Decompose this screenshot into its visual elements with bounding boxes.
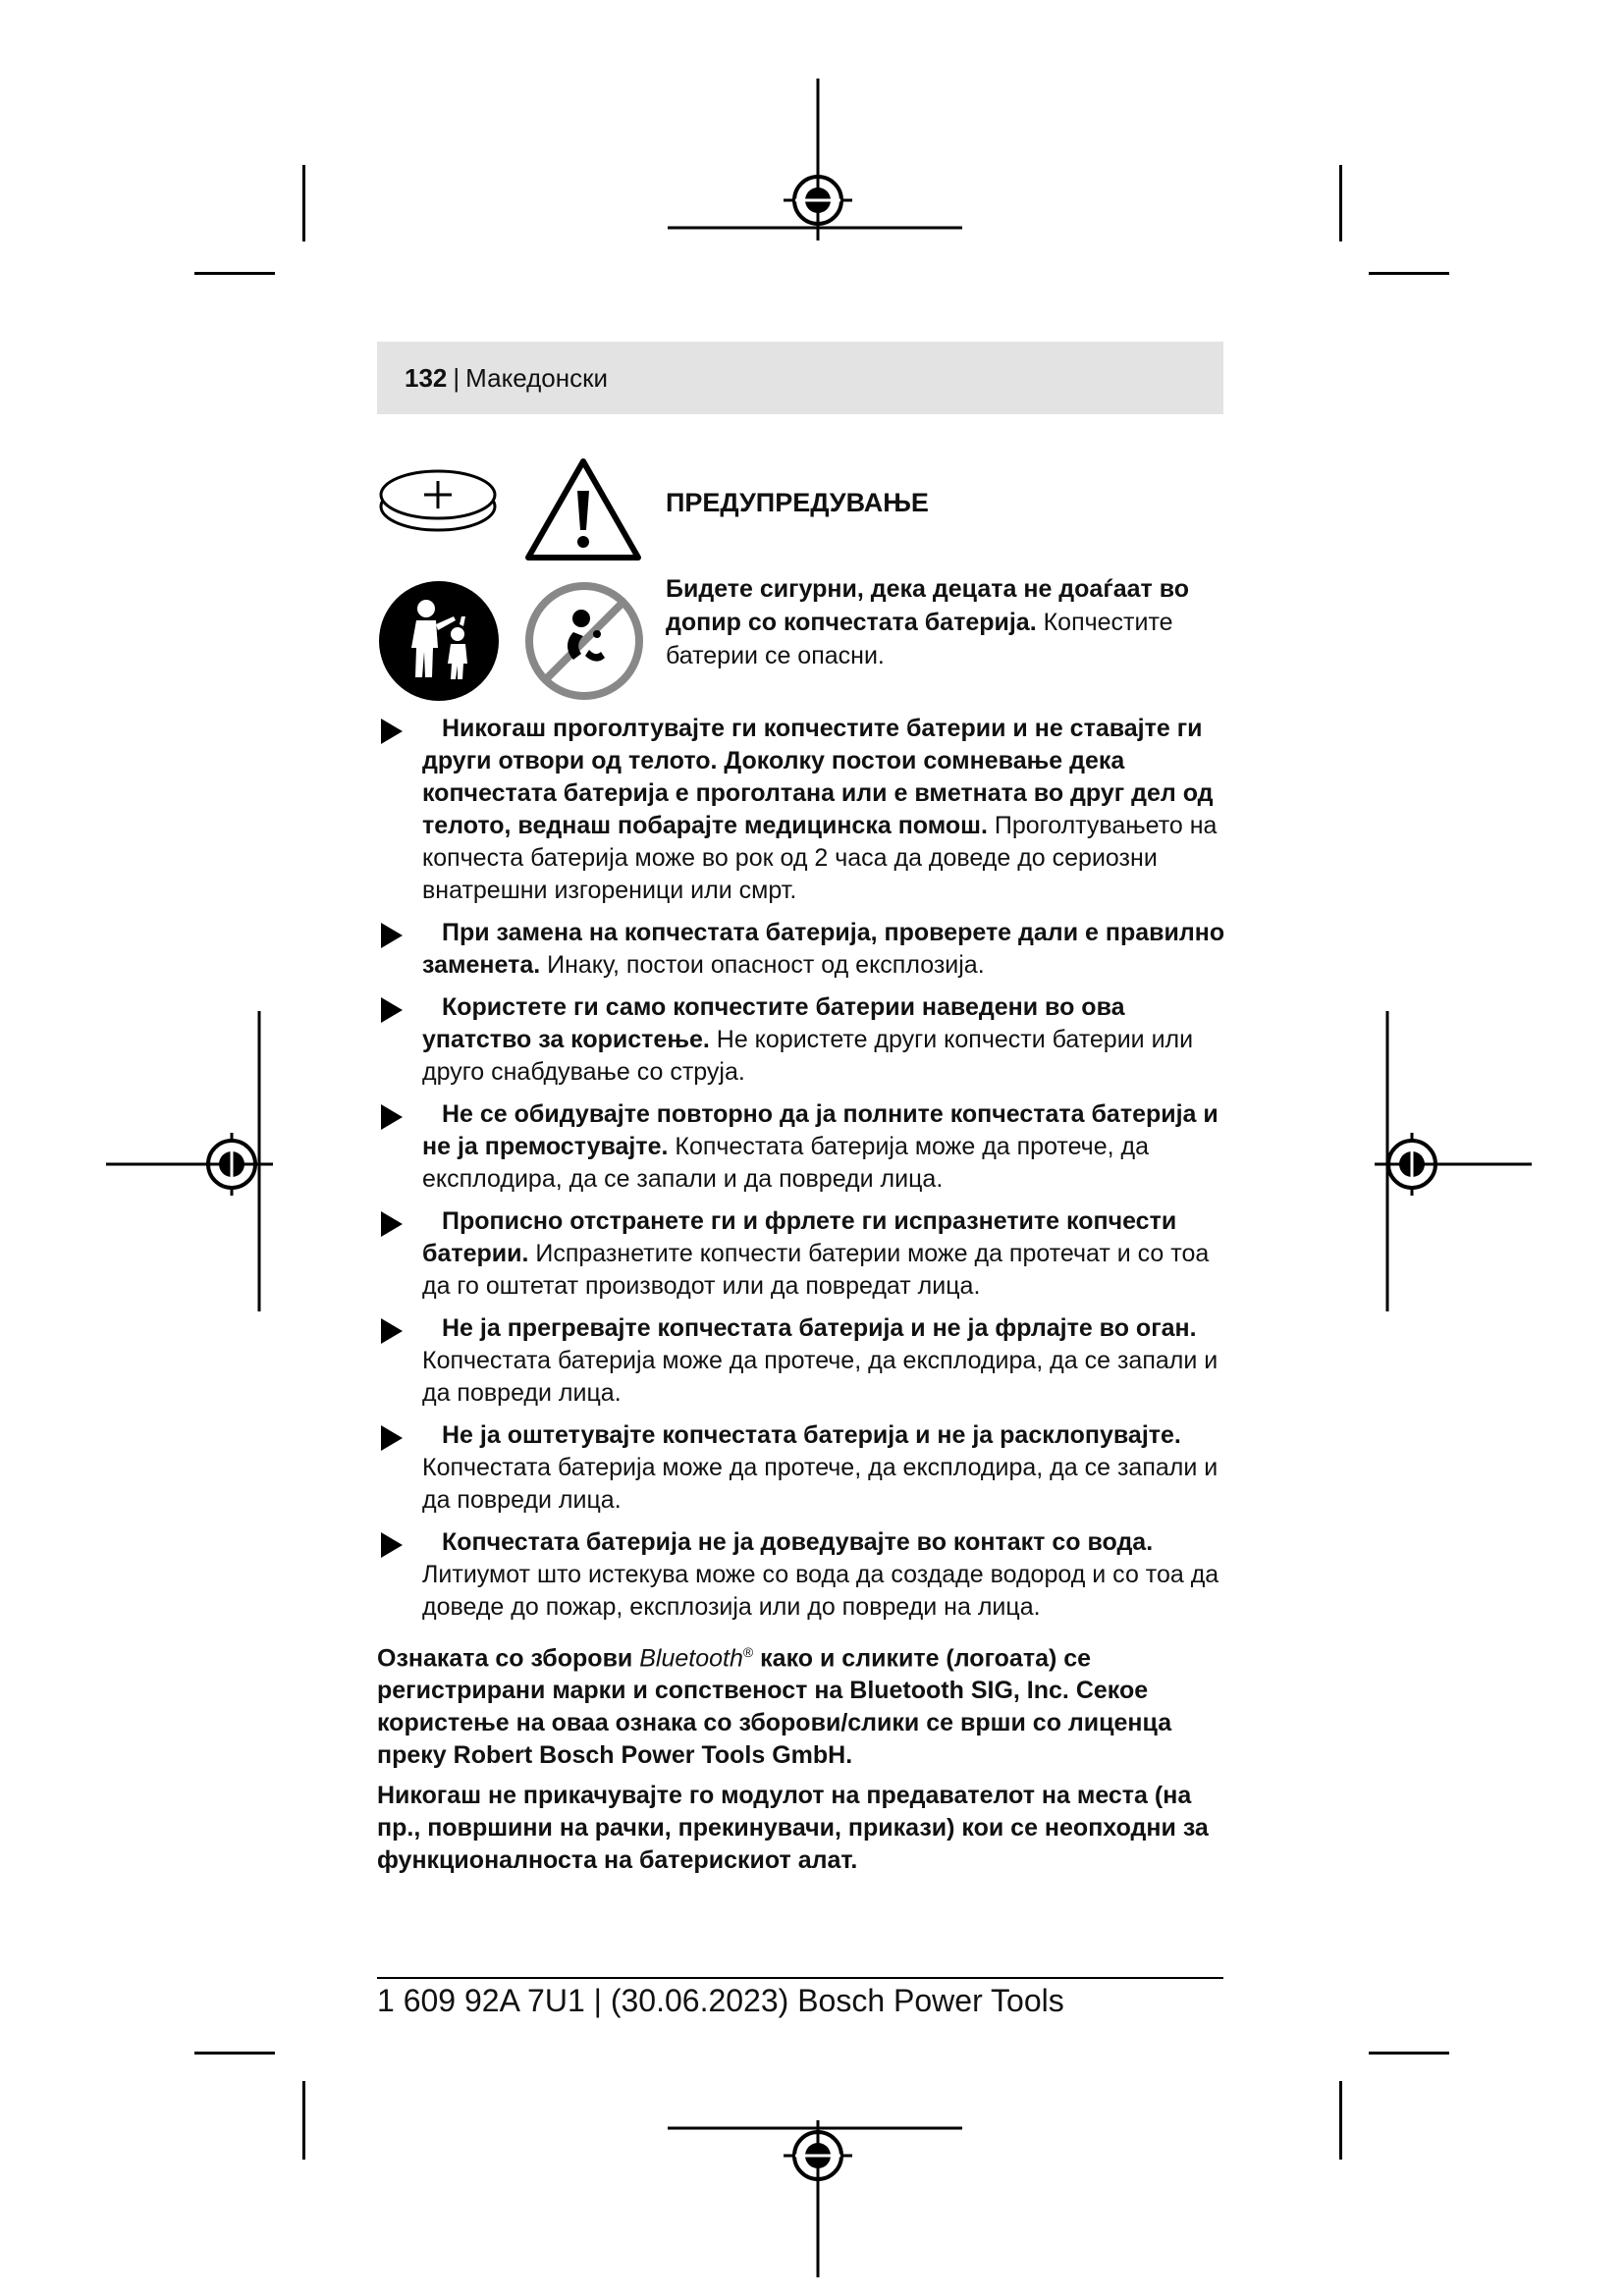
warning-text (666, 572, 1216, 672)
bluetooth-italic: Bluetooth (639, 1644, 743, 1673)
list-item-bold: При замена на копчестата батерија, проверете дали е правилно заменета. (422, 919, 1225, 979)
warning-text-normal: Копчестите батерии се опасни. (666, 609, 1173, 669)
bullet-arrow-icon (381, 997, 403, 1023)
footer-text: 1 609 92A 7U1 | (30.06.2023) Bosch Power Tools (377, 1983, 1064, 2018)
crop-mark (1369, 272, 1449, 275)
list-item-normal: Инаку, постои опасност од експлозија. (540, 951, 985, 979)
page-number: 132 (405, 362, 448, 393)
list-item (377, 1205, 1231, 1303)
list-item (377, 1098, 1231, 1196)
list-item (377, 713, 1231, 907)
header-language: Македонски (465, 362, 609, 393)
list-item-normal: Копчестата батерија може да протече, да експлодира, да се запали и да повреди лица. (422, 1347, 1218, 1407)
module-placement-note: Никогаш не прикачувајте го модулот на предавателот на места (на пр., површини на рачки, прекинувачи, прикази) кои се неопходни за функционалноста на батерискиот алат. (377, 1782, 1209, 1874)
list-item-normal: Копчестата батерија може да протече, да експлодира, да се запали и да повреди лица. (422, 1133, 1149, 1193)
crop-mark (1339, 2081, 1342, 2160)
list-item-bold: Никогаш проголтувајте ги копчестите батерии и не ставајте ги други отвори од телото. Доколку постои сомневање дека копчестата батерија е проголтана или е вметната во друг дел од телото, веднаш побарајте медицинска помош. (422, 715, 1214, 839)
list-item (377, 917, 1231, 982)
warning-triangle-icon (522, 455, 644, 563)
bullet-arrow-icon (381, 923, 403, 948)
list-item (377, 991, 1231, 1089)
registration-mark-icon (1355, 1011, 1551, 1315)
list-item (377, 1312, 1231, 1410)
bullet-arrow-icon (381, 719, 403, 744)
list-item-bold: Не се обидувајте повторно да ја полните копчестата батерија и не ја премостувајте. (422, 1100, 1218, 1160)
warning-title: ПРЕДУПРЕДУВАЊЕ (666, 488, 929, 517)
footer-rule (377, 1977, 1223, 1979)
bullet-arrow-icon (381, 1425, 403, 1451)
registration-mark-icon (106, 1011, 302, 1315)
bullet-arrow-icon (381, 1318, 403, 1344)
list-item-normal: Испразнетите копчести батерии може да протечат и со тоа да го оштетат производот или да повредат лица. (422, 1240, 1210, 1300)
registered-mark: ® (742, 1644, 754, 1660)
list-item-bold: Користете ги само копчестите батерии наведени во ова упатство за користење. (422, 993, 1125, 1053)
crop-mark (302, 2081, 305, 2160)
list-item-normal: Литиумот што истекува може со вода да создаде водород и со тоа да доведе до пожар, експлозија или до повреди на лица. (422, 1561, 1219, 1621)
list-item-bold: Не ја оштетувајте копчестата батерија и не ја расклопувајте. (442, 1421, 1181, 1449)
list-item-bold: Прописно отстранете ги и фрлете ги испразнетите копчести батерии. (422, 1207, 1177, 1267)
list-item-normal: Не користете други копчести батерии или друго снабдување со струја. (422, 1026, 1194, 1086)
keep-away-from-children-icon (377, 579, 501, 703)
bullet-arrow-icon (381, 1211, 403, 1237)
list-item (377, 1526, 1231, 1624)
page-header (377, 342, 1223, 414)
registration-mark-icon (668, 79, 962, 294)
registration-mark-icon (668, 2061, 962, 2277)
coin-battery-icon (377, 463, 499, 534)
list-item-normal: Проголтувањето на копчеста батерија може во рок од 2 часа да доведе до сериозни внатрешни изгореници или смрт. (422, 812, 1218, 904)
header-separator: | (453, 362, 460, 393)
list-item (377, 1419, 1231, 1517)
no-swallow-icon (522, 579, 646, 703)
bluetooth-before: Ознаката со зборови (377, 1644, 640, 1673)
bullet-arrow-icon (381, 1532, 403, 1558)
list-item-bold: Копчестата батерија не ја доведувајте во контакт со вода. (442, 1528, 1154, 1556)
list-item-bold: Не ја прегревајте копчестата батерија и не ја фрлајте во оган. (442, 1314, 1197, 1342)
warning-text-bold: Бидете сигурни, дека децата не доаѓаат во допир со копчестата батерија. (666, 575, 1190, 636)
safety-list (377, 713, 1231, 1633)
crop-mark (1339, 165, 1342, 241)
bluetooth-trademark-note (377, 1636, 1212, 1772)
crop-mark (302, 165, 305, 241)
bullet-arrow-icon (381, 1104, 403, 1130)
list-item-normal: Копчестата батерија може да протече, да експлодира, да се запали и да повреди лица. (422, 1454, 1218, 1514)
crop-mark (194, 2052, 275, 2055)
crop-mark (1369, 2052, 1449, 2055)
crop-mark (194, 272, 275, 275)
bluetooth-after: како и сликите (логоата) се регистрирани марки и сопственост на Bluetooth SIG, Inc. Секое користење на оваа ознака со зборови/слики се врши со лиценца преку Robert Bosch Power Tools GmbH. (377, 1644, 1172, 1770)
